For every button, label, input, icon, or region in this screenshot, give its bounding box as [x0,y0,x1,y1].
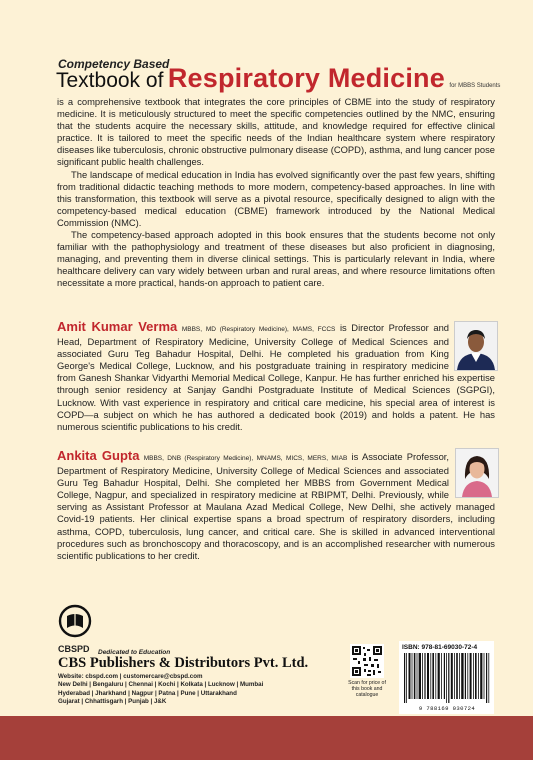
title-textbook-of: Textbook of [56,69,164,92]
publisher-logo-text: CBSPD [58,644,90,654]
author-bio-text: is Associate Professor, Department of Respiratory Medicine, University College of Medical Sciences and associated Guru Teg Bahadur Hospital, Delhi. She completed her MBBS from Government Medical College, Nagpur, and specialized in respiratory medicine at RBIPMT, Delhi. Previously, while serving as Assistant Professor at Maulana Azad Medical College, New Delhi, she actively managed Covid-19 patients. Her clinical expertise spans a broad spectrum of respiratory disorders, including asthma, COPD, tuberculosis, lung cancer, and critical care. She is skilled in advanced interventional procedures such as bronchoscopy and thoracoscopy, and is an accomplished researcher with numerous scientific publications to her credit. [57,451,495,561]
publisher-tagline: Dedicated to Education [98,649,171,656]
author-bio-text: is Director Professor and Head, Department of Respiratory Medicine, University College of Medical Sciences and associated Guru Teg Bahadur Hospital, Delhi. He completed his graduation from King George's Medical College, Lucknow, and his postgraduate training in respiratory medicine from Ganesh Shankar Vidyarthi Memorial Medical College, Kanpur. He has further enriched his expertise through senior residency at Sanjay Gandhi Postgraduate Institute of Medical Sciences (SGPGI), Lucknow. With vast experience in respiratory and critical care medicine, his special area of interest is COPD—a subject on which he has authored a dedicated book (2019) and holds a patent. He has numerous scientific publications to his credit. [57,322,495,432]
author-bio-ankita-gupta [57,450,495,562]
isbn-digits: 9 788169 030724 [418,705,476,712]
title-main: Respiratory Medicine [167,63,445,93]
footer-band [0,716,533,760]
barcode-icon [404,653,490,703]
publisher-cities-2: Hyderabad | Jharkhand | Nagpur | Patna | Pune | Uttarakhand [58,689,237,697]
cbspd-logo-icon [58,604,92,642]
publisher-website: Website: cbspd.com | customercare@cbspd.com [58,673,203,680]
publisher-cities-3: Gujarat | Chhattisgarh | Punjab | J&K [58,698,167,706]
publisher-cities-1: New Delhi | Bengaluru | Chennai | Kochi | Kolkata | Lucknow | Mumbai [58,681,264,689]
author-name: Ankita Gupta [57,448,140,463]
author-degrees: MBBS, MD (Respiratory Medicine), MAMS, FCCS [181,326,336,333]
author-name: Amit Kumar Verma [57,319,178,334]
blurb-paragraph-3: The competency-based approach adopted in this book ensures that the students become not only familiar with the pathophysiology and treatment of these diseases but also proficient in diagnosing, managing, and preventing them in diverse clinical settings. This is particularly relevant in India, where healthcare delivery can vary widely between urban and rural areas, and where resource limitations often necessitate a more practical, hands-on approach to patient care. [57,229,495,289]
title-prefix: Competency Based [58,57,170,71]
title-audience: for MBBS Students [449,83,501,89]
blurb-paragraph-1: is a comprehensive textbook that integrates the core principles of CBME into the study of respiratory medicine. It is meticulously structured to meet the specific competencies outlined by the NMC, ensuring that the students acquire the necessary skills, attitude, and knowledge required for effective clinical practice. It is tailored to meet the specific needs of the Indian healthcare system where respiratory diseases like tuberculosis, chronic obstructive pulmonary disease (COPD), asthma, and lung cancer pose significant public health challenges. [57,96,495,168]
blurb-paragraph-2: The landscape of medical education in India has evolved significantly over the past few years, shifting from traditional didactic teaching methods to more modern, competency-based approaches. In line with this transformation, this textbook will serve as a pivotal resource, specifically designed to align with the competency-based medical education (CBME) framework introduced by the National Medical Commission (NMC). [57,168,495,228]
book-title [56,63,500,94]
isbn-label: ISBN: 978-81-69030-72-4 [402,644,478,651]
publisher-name: CBS Publishers & Distributors Pvt. Ltd. [58,655,309,671]
blurb [57,96,495,290]
author-degrees: MBBS, DNB (Respiratory Medicine), MNAMS, MICS, MERS, MIAB [143,455,348,462]
qr-caption: Scan for price of this book and catalogue [348,680,386,699]
publisher-contact [58,673,263,707]
qr-code-icon [350,644,384,678]
author-bio-amit-kumar-verma [57,321,495,433]
